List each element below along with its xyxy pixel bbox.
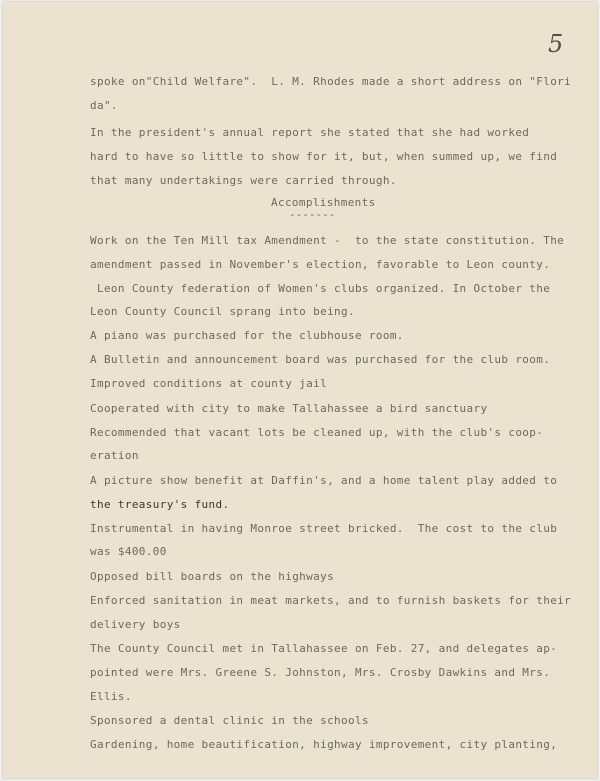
text-line: Gardening, home beautification, highway improvement, city planting, [90, 738, 558, 751]
text-line: da". [90, 99, 118, 112]
text-line: that many undertakings were carried through. [90, 174, 397, 187]
text-line: amendment passed in November's election, favorable to Leon county. [90, 258, 551, 271]
text-line: Instrumental in having Monroe street bricked. The cost to the club [90, 522, 558, 535]
text-line: the treasury's fund. [90, 498, 230, 511]
text-line: A Bulletin and announcement board was purchased for the club room. [90, 353, 551, 366]
text-line: Cooperated with city to make Tallahassee a bird sanctuary [90, 402, 488, 415]
text-line: Improved conditions at county jail [90, 377, 328, 390]
page-number: 5 [548, 30, 564, 58]
text-line: In the president's annual report she stated that she had worked [90, 126, 530, 139]
text-line: eration [90, 449, 139, 462]
text-line: Leon County Council sprang into being. [90, 305, 355, 318]
text-line: Enforced sanitation in meat markets, and to furnish baskets for their [90, 594, 572, 607]
text-line: Leon County federation of Women's clubs organized. In October the [90, 282, 551, 295]
section-heading: Accomplishments [271, 196, 376, 209]
text-line: A piano was purchased for the clubhouse room. [90, 329, 404, 342]
text-line: pointed were Mrs. Greene S. Johnston, Mrs. Crosby Dawkins and Mrs. [90, 666, 551, 679]
text-line: spoke on"Child Welfare". L. M. Rhodes made a short address on "Flori [90, 75, 572, 88]
text-line: A picture show benefit at Daffin's, and a home talent play added to [90, 474, 558, 487]
text-line: Opposed bill boards on the highways [90, 570, 335, 583]
text-line: was $400.00 [90, 545, 167, 558]
text-line: Work on the Ten Mill tax Amendment - to the state constitution. The [90, 234, 565, 247]
text-line: Ellis. [90, 690, 132, 703]
text-line: Sponsored a dental clinic in the schools [90, 714, 369, 727]
text-line: hard to have so little to show for it, but, when summed up, we find [90, 150, 558, 163]
heading-underline: ------- [289, 208, 336, 221]
text-line: The County Council met in Tallahassee on Feb. 27, and delegates ap- [90, 642, 558, 655]
typed-page [3, 2, 597, 778]
text-line: delivery boys [90, 618, 181, 631]
text-line: Recommended that vacant lots be cleaned up, with the club's coop- [90, 426, 544, 439]
